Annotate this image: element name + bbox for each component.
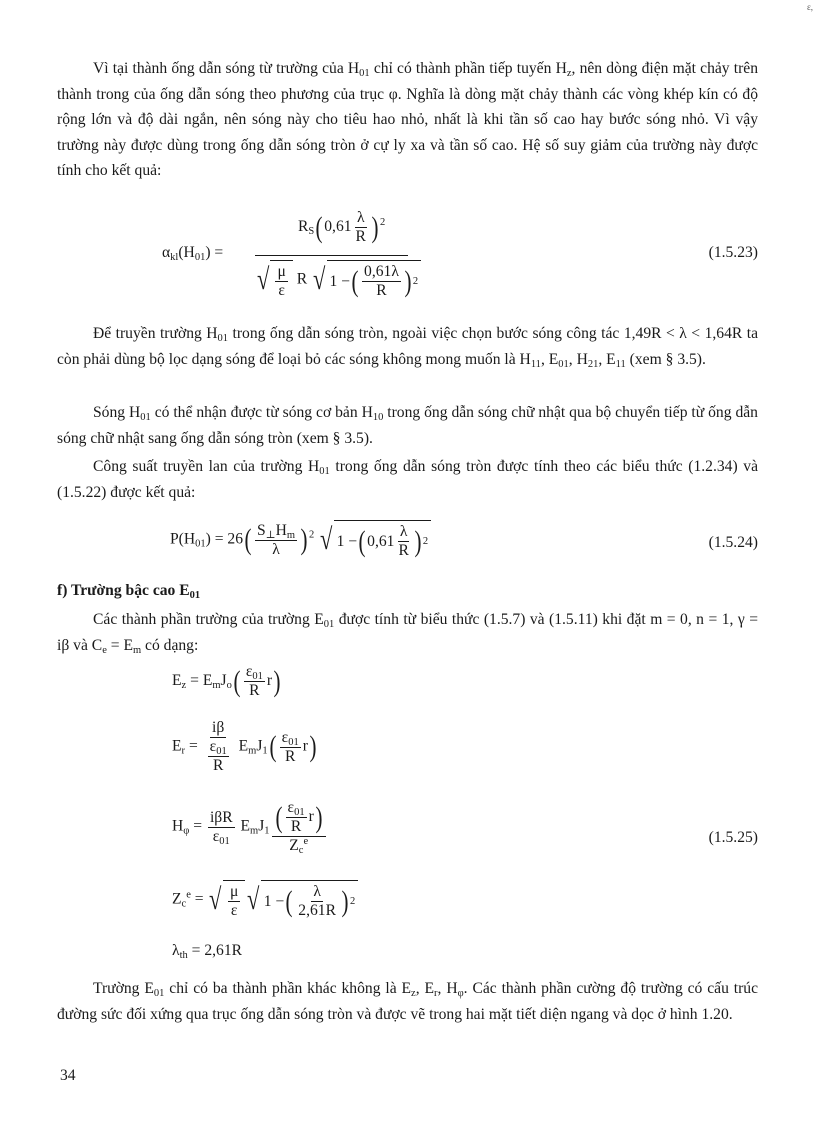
paragraph-4: Công suất truyền lan của trường $H_{01}$ trong ống dẫn sóng tròn được tính theo các biểu thức (1.2.34) và (1.5.22) được kết quả: <box>57 458 758 501</box>
corner-mark: ε, <box>806 2 813 12</box>
section-heading: f) Trường bậc cao $E_{01}$ <box>57 582 201 601</box>
paragraph-5: Các thành phần trường của trường $E_{01}$ được tính từ biểu thức (1.5.7) và (1.5.11) khi đặt m = 0, n = 1, γ = iβ và $C_e = E_m$ có dạng: <box>57 611 758 656</box>
eq3-hphi: $H_\varphi$ = $\frac{\text{iβR}}{\varepsilon_{01}}$ $E_mJ_1$ ( $\frac{\varepsilon_{01}}{R}$ r) $Z_c^e$ <box>172 800 328 854</box>
paragraph-1: Vì tại thành ống dẫn sóng từ trường của $H_{01}$ chỉ có thành phần tiếp tuyến $H_z$, nên dòng điện mặt chảy trên thành trong của ống dẫn sóng theo phương của trục φ. Nghĩa là dòng mặt chảy thành các vòng khép kín có độ rộng lớn và độ dài ngắn, nên sóng này cho tiêu hao nhỏ, nhất là khi tần số cao hay bước sóng nhỏ. Vì vậy trường này được dùng trong ống dẫn sóng tròn ở cự ly xa và tần số cao. Hệ số suy giảm của trường này được tính cho kết quả: <box>57 60 759 179</box>
eq3-lambda-th: $\lambda_{th} = 2,61R$ <box>172 942 243 961</box>
eq1-denominator: √ $\frac{\mu}{\varepsilon}$ R √ 1 − ( $\frac{0,61\lambda}{R}$ ) 2 <box>255 260 421 300</box>
eq3-ez: $E_z = E_mJ_o$( $\frac{\varepsilon_{01}}{R}$ r) <box>172 663 281 699</box>
paragraph-2: Để truyền trường $H_{01}$ trong ống dẫn sóng tròn, ngoài việc chọn bước sóng công tác 1,49R < λ < 1,64R ta còn phải dùng bộ lọc dạng sóng để loại bỏ các sóng không mong muốn là $H_{11}$, $E_{01}$, $H_{21}$, $E_{11}$ (xem § 3.5). <box>57 325 758 370</box>
eq1-fraction-bar <box>255 255 408 256</box>
eq3-zc: $Z_c^e$ = √ $\frac{\mu}{\varepsilon}$ √ 1 − ( $\frac{\lambda}{2,61R}$ ) 2 <box>172 880 358 920</box>
eq2-body: $P(H_{01}) = 26$( $\frac{S_\perp H_m}{\lambda}$ ) $^2$ √ 1 − ( 0,61 $\frac{\lambda}{R}$ ) 2 <box>170 520 431 560</box>
paragraph-6: Trường $E_{01}$ chỉ có ba thành phần khác không là $E_z$, $E_r$, $H_\varphi$. Các thành phần cường độ trường có cấu trúc đường sức đối xứng qua trục ống dẫn sóng tròn và được vẽ trong hai mặt tiết diện ngang và dọc ở hình 1.20. <box>57 980 759 1023</box>
eq1-lhs: $\alpha_{kl}(H_{01})$ = <box>162 244 224 263</box>
paragraph-3: Sóng $H_{01}$ có thể nhận được từ sóng cơ bản $H_{10}$ trong ống dẫn sóng chữ nhật qua bộ chuyển tiếp từ ống dẫn sóng chữ nhật sang ống dẫn sóng tròn (xem § 3.5). <box>57 404 758 447</box>
equation-label-1-5-25: (1.5.25) <box>708 829 758 846</box>
eq3-er: $E_r$ = $\frac{i\beta}{\frac{\varepsilon_{01}}{R}}$ $E_mJ_1$( $\frac{\varepsilon_{01}}{R}$ r) <box>172 719 317 774</box>
eq1-numerator: $R_S(0,61$ $\frac{\lambda}{R}$ ) $^2$ <box>298 209 386 245</box>
equation-label-1-5-24: (1.5.24) <box>708 534 758 551</box>
equation-label-1-5-23: (1.5.23) <box>708 244 758 261</box>
page-number: 34 <box>60 1067 76 1084</box>
